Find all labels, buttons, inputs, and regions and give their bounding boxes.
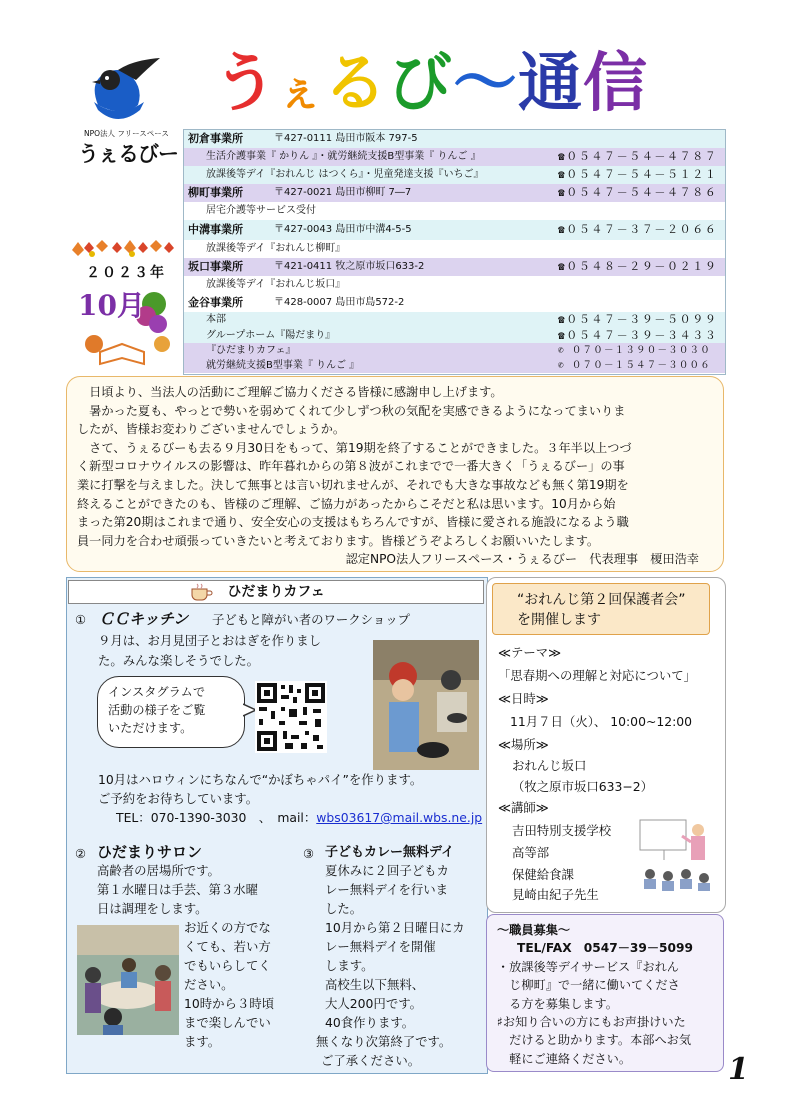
curry-line: 40食作ります。: [325, 1015, 415, 1030]
office-phone: ☎０５４７－３９－５０９９: [558, 313, 718, 326]
office-name: 金谷事業所: [188, 296, 243, 309]
greeting-box: [66, 376, 724, 572]
office-address: 〒427-0021 島田市柳町 7―7: [274, 187, 412, 198]
salon-side-line: くても、若い方: [184, 939, 271, 954]
curry-line: します。: [325, 958, 374, 973]
lecturer-line: 吉田特別支援学校: [512, 823, 612, 838]
office-name: 柳町事業所: [188, 186, 243, 199]
page-title: [213, 44, 648, 124]
salon-photo-image: [77, 925, 179, 1035]
office-row: [184, 312, 725, 328]
office-phone: ☎０５４７－５４－５１２１: [558, 168, 718, 181]
logo: [78, 50, 178, 170]
greeting-line: く新型コロナウイルスの影響は、昨年暮れからの第８波がこれまでで一番大きく「うぇるびー」の事: [77, 459, 625, 474]
office-name: 中溝事業所: [188, 223, 243, 236]
cooking-photo-image: [373, 640, 479, 770]
salon-side-line: でもいらしてく: [184, 958, 271, 973]
page-number: 1: [728, 1052, 749, 1087]
bubble-line: 活動の様子をご覧: [108, 703, 206, 717]
place-label: ≪場所≫: [498, 737, 549, 752]
office-row: [184, 166, 725, 184]
meeting-title-line: “おれんじ第２回保護者会”: [517, 592, 686, 608]
office-phone: ✆ ０７０－１５４７－３００６: [558, 360, 711, 371]
curry-line: 大人200円です。: [325, 996, 423, 1011]
cc-contact: [116, 809, 482, 828]
office-row: [184, 276, 725, 294]
jobs-line: 軽にご連絡ください。: [497, 1051, 632, 1066]
title-char: う: [213, 46, 278, 121]
title-char: ～: [453, 46, 518, 121]
office-service: 放課後等デイ『おれんじ坂口』: [206, 279, 346, 290]
cc-october-line: 10月はハロウィンにちなんで“かぼちゃパイ”を作ります。: [98, 772, 423, 787]
qr-code-icon: [255, 681, 327, 753]
cafe-heading: [68, 580, 484, 604]
greeting-signature: 認定NPO法人フリースペース・うぇるびー 代表理事 榎田浩幸: [345, 552, 699, 567]
office-service: 放課後等デイ『おれんじ柳町』: [206, 243, 346, 254]
office-address: 〒427-0111 島田市阪本 797-5: [274, 133, 418, 144]
jobs-line: だけると助かります。本部へお気: [497, 1033, 692, 1048]
logo-org: NPO法人 フリースペース: [84, 129, 169, 138]
title-char: び: [388, 46, 453, 121]
cc-subtitle: 子どもと障がい者のワークショップ: [212, 612, 411, 627]
badge-year: ２０２３年: [86, 265, 166, 281]
salon-side-line: 10時から３時頃: [184, 996, 275, 1011]
title-char: る: [323, 46, 388, 121]
greeting-line: したが、皆様お変わりございませんでしょうか。: [77, 422, 346, 437]
place-address: （牧之原市坂口633−2）: [512, 779, 654, 794]
lecturer-line: 高等部: [512, 845, 550, 860]
salon-line: 日は調理をします。: [97, 901, 208, 916]
salon-side-line: ます。: [184, 1034, 221, 1049]
office-service: 就労継続支援B型事業『 りんご 』: [206, 360, 360, 371]
office-row: [184, 148, 725, 166]
office-address: 〒428-0007 島田市島572-2: [274, 297, 405, 308]
office-service: グループホーム『陽だまり』: [206, 330, 336, 341]
lecture-illustration-icon: [634, 816, 718, 892]
office-service: 『ひだまりカフェ』: [206, 345, 296, 356]
badge-month: 10月: [78, 289, 145, 322]
title-char: ぇ: [278, 65, 323, 116]
lecturer-line: 保健給食課: [512, 867, 574, 882]
title-char: 信: [583, 46, 648, 121]
office-row: [184, 343, 725, 358]
greeting-line: 暑かった夏も、やっとで勢いを弱めてくれて少しずつ秋の気配を実感できるようになってまいりま: [77, 403, 626, 418]
cc-number: ①: [75, 612, 87, 627]
office-address: 〒421-0411 牧之原市坂口633-2: [274, 261, 425, 272]
cc-line: ９月は、お月見団子とおはぎを作りまし: [98, 633, 322, 648]
theme-value: 「思春期への理解と対応について」: [498, 668, 697, 683]
qr-code[interactable]: [255, 681, 327, 753]
bubble-line: インスタグラムで: [108, 685, 206, 699]
jobs-line: る方を募集します。: [497, 996, 618, 1011]
curry-line: レー無料デイを開催: [325, 939, 436, 954]
theme-label: ≪テーマ≫: [498, 645, 562, 660]
office-phone: ✆ ０７０－１３９０－３０３０: [558, 345, 711, 356]
meeting-title: [492, 583, 710, 635]
curry-title: 子どもカレー無料デイ: [325, 845, 455, 860]
salon-title: ひだまりサロン: [97, 843, 203, 861]
salon-side-line: まで楽しんでい: [184, 1015, 271, 1030]
curry-line: 高校生以下無料、: [325, 977, 425, 992]
place-value: おれんじ坂口: [512, 758, 587, 773]
salon-photo: [77, 925, 179, 1035]
curry-line: した。: [325, 901, 363, 916]
greeting-line: 員一同力を合わせ頑張っていきたいと考えております。皆様どうぞよろしくお願いいたします。: [77, 533, 600, 548]
salon-number: ②: [75, 846, 87, 861]
cooking-photo: [373, 640, 479, 770]
salon-line: 第１水曜日は手芸、第３水曜: [97, 882, 259, 897]
date-badge: [66, 240, 178, 370]
meeting-title-line: を開催します: [517, 612, 601, 628]
office-phone: ☎０５４７－３７－２０６６: [558, 223, 718, 236]
curry-line: レー無料デイを行いま: [325, 882, 449, 897]
office-name: 坂口事業所: [188, 260, 243, 273]
cc-tel: TEL：070-1390-3030 、 mail：: [116, 810, 317, 825]
curry-number: ③: [303, 846, 315, 861]
lecturer-line: 見崎由紀子先生: [512, 887, 599, 902]
greeting-line: まった第20期はこれまで通り、安全安心の支援はもちろんですが、皆様に愛される施設になるよう職: [77, 515, 629, 530]
cc-title: ＣＣキッチン: [99, 610, 188, 628]
office-row: [184, 184, 725, 202]
cafe-heading-text: ひだまりカフェ: [227, 584, 325, 600]
jobs-line: ♯お知り合いの方にもお声掛けいた: [497, 1015, 686, 1030]
office-row: [184, 202, 725, 220]
bird-logo-icon: [78, 50, 178, 130]
office-service: 居宅介護等サービス受付: [206, 205, 316, 216]
curry-line: 夏休みに２回子どもカ: [325, 863, 449, 878]
office-address: 〒427-0043 島田市中溝4-5-5: [274, 224, 412, 235]
curry-line: 無くなり次第終了です。: [316, 1034, 452, 1049]
greeting-line: 終えることができたのも、皆様のご理解、ご協力があったからこそだと私は思います。10月から始: [77, 496, 616, 511]
coffee-cup-icon: [189, 583, 215, 601]
greeting-line: 業に打撃を与えました。決して無事とは言い切れませんが、それでも大きな事故なども無く第19期を: [77, 477, 629, 492]
office-phone: ☎０５４７－５４－４７８７: [558, 150, 718, 163]
curry-line: 10月から第２日曜日にカ: [325, 920, 465, 935]
salon-side-line: お近くの方でな: [184, 920, 271, 935]
office-row: [184, 328, 725, 343]
jobs-line: ・放課後等デイサービス『おれん: [497, 959, 679, 974]
office-row: [184, 358, 725, 373]
cc-line: た。みんな楽しそうでした。: [98, 653, 260, 668]
greeting-line: 日頃より、当法人の活動にご理解ご協力くださる皆様に感謝申し上げます。: [77, 385, 503, 399]
date-value: 11月７日（火）、 10:00~12:00: [510, 714, 693, 729]
salon-side-line: ださい。: [184, 977, 234, 992]
cc-mail-link[interactable]: wbs03617@mail.wbs.ne.jp: [316, 810, 483, 825]
office-phone: ☎０５４７－５４－４７８６: [558, 186, 718, 199]
date-label: ≪日時≫: [498, 691, 549, 706]
office-phone: ☎０５４８－２９－０２１９: [558, 260, 718, 273]
office-row: [184, 130, 725, 148]
bubble-line: いただけます。: [108, 721, 193, 735]
instagram-bubble: [97, 676, 245, 748]
office-row: [184, 258, 725, 276]
jobs-line: じ柳町』で一緒に働いてくださ: [497, 978, 680, 993]
jobs-box: [486, 914, 724, 1072]
jobs-tel: TEL/FAX 0547－39－5099: [517, 941, 693, 956]
jobs-title: ～職員募集～: [497, 923, 571, 937]
office-service: 生活介護事業『 かりん 』・就労継続支援B型事業『 りんご 』: [206, 151, 481, 162]
office-row: [184, 240, 725, 258]
office-row: [184, 220, 725, 240]
office-service: 放課後等デイ『おれんじ はつくら』・児童発達支援『いちご』: [206, 169, 484, 180]
curry-line: ご了承ください。: [321, 1053, 421, 1068]
salon-line: 高齢者の居場所です。: [97, 863, 220, 878]
office-name: 初倉事業所: [188, 132, 243, 145]
title-char: 通: [518, 46, 583, 121]
office-phone: ☎０５４７－３９－３４３３: [558, 329, 718, 342]
office-row: [184, 294, 725, 312]
greeting-line: さて、うぇるびーも去る９月30日をもって、第19期を終了することができました。３年半以上つづ: [77, 440, 632, 455]
office-service: 本部: [206, 314, 226, 325]
logo-name: うぇるびー: [78, 142, 178, 166]
lecturer-label: ≪講師≫: [498, 800, 549, 815]
cc-october-line: ご予約をお待ちしています。: [98, 791, 259, 806]
office-table: [183, 129, 726, 375]
